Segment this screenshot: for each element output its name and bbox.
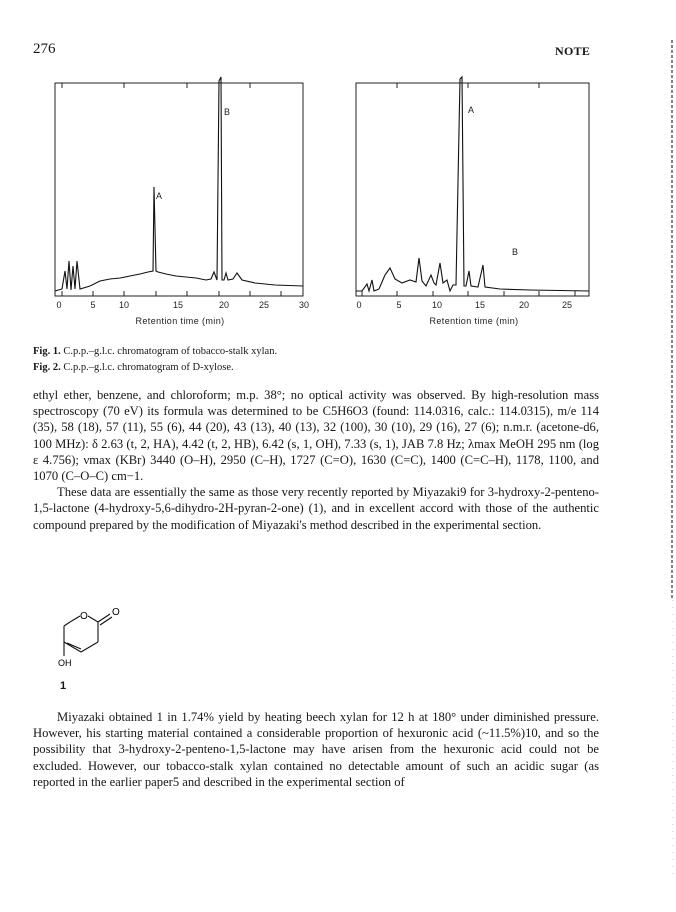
- running-head: NOTE: [555, 44, 591, 58]
- figure-2-caption: [33, 362, 234, 373]
- x-tick-label: 20: [518, 300, 530, 310]
- x-tick-label: 5: [396, 300, 402, 310]
- figure-1-chromatogram: [30, 75, 330, 340]
- caption-text: C.p.p.–g.l.c. chromatogram of tobacco-stalk xylan.: [63, 346, 278, 357]
- hydroxyl-label: OH: [58, 658, 72, 668]
- peak-label-b: B: [224, 107, 231, 117]
- x-tick-label: 15: [172, 300, 184, 310]
- paragraph: These data are essentially the same as those very recently reported by Miyazaki9 for 3-hydroxy-2-penteno-1,5-lactone (4-hydroxy-5,6-dihydro-2H-pyran-2-one) (1), and in excellent accord with those of the authentic compound prepared by the modification of Miyazaki's method described in the experimental section.: [33, 485, 599, 532]
- x-tick-label: 0: [356, 300, 362, 310]
- caption-label: Fig. 1.: [33, 346, 61, 357]
- x-tick-label: 30: [298, 300, 310, 310]
- carbonyl-oxygen-label: O: [112, 607, 120, 618]
- x-tick-label: 5: [90, 300, 96, 310]
- x-tick-label: 15: [474, 300, 486, 310]
- compound-number: 1: [60, 680, 67, 692]
- paragraph: ethyl ether, benzene, and chloroform; m.p. 38°; no optical activity was observed. By high-resolution mass spectroscopy (70 eV) its formula was determined to be C5H6O3 (found: 114.0316, calc.: 114.0315), m/e 114 (35), 58 (18), 57 (11), 55 (6), 44 (20), 43 (13), 40 (13), 32 (100), 30 (10), 29 (16), 27 (6); n.m.r. (acetone-d6, 100 MHz): δ 2.63 (t, 2, HA), 4.42 (t, 2, HB), 6.42 (s, 1, OH), 7.33 (s, 1), JAB 7.8 Hz; λmax MeOH 295 nm (log ε 4.756); νmax (KBr) 3440 (O–H), 2950 (C–H), 1727 (C=O), 1630 (C=C), 1400 (C=C–H), 1178, 1100, and 1070 (C–O–C) cm−1.: [33, 388, 599, 484]
- x-tick-label: 10: [118, 300, 130, 310]
- x-tick-label: 20: [218, 300, 230, 310]
- peak-label-a: A: [468, 105, 475, 115]
- page-number: 276: [33, 41, 56, 57]
- scan-edge-decoration: [662, 40, 676, 880]
- x-tick-label: 25: [258, 300, 270, 310]
- figure-1-caption: [33, 346, 277, 357]
- x-axis-ticks: [62, 83, 281, 296]
- x-tick-label: 10: [431, 300, 443, 310]
- paragraph: Miyazaki obtained 1 in 1.74% yield by heating beech xylan for 12 h at 180° under diminished pressure. However, his starting material contained a considerable proportion of hexuronic acid (~11.5%)10, and so the possibility that 3-hydroxy-2-penteno-1,5-lactone may have arisen from the hexuronic acid could not be excluded. However, our tobacco-stalk xylan contained no detectable amount of such an acidic sugar (as reported in the earlier paper5 and described in the experimental section of: [33, 710, 599, 789]
- ring-oxygen-label: O: [80, 611, 88, 622]
- figure-2-chromatogram: [340, 75, 605, 330]
- peak-label-a: A: [156, 191, 163, 201]
- caption-text: C.p.p.–g.l.c. chromatogram of D-xylose.: [63, 362, 234, 373]
- peak-label-b: B: [512, 247, 519, 257]
- x-tick-label: 25: [561, 300, 573, 310]
- body-text: [33, 387, 599, 533]
- caption-label: Fig. 2.: [33, 362, 61, 373]
- plot-frame: [55, 83, 303, 296]
- x-tick-label: 0: [56, 300, 62, 310]
- x-axis-label: Retention time (min): [135, 316, 225, 326]
- chromatogram-trace: [55, 77, 303, 291]
- x-axis-label: Retention time (min): [429, 316, 519, 326]
- lactone-ring: [64, 614, 112, 656]
